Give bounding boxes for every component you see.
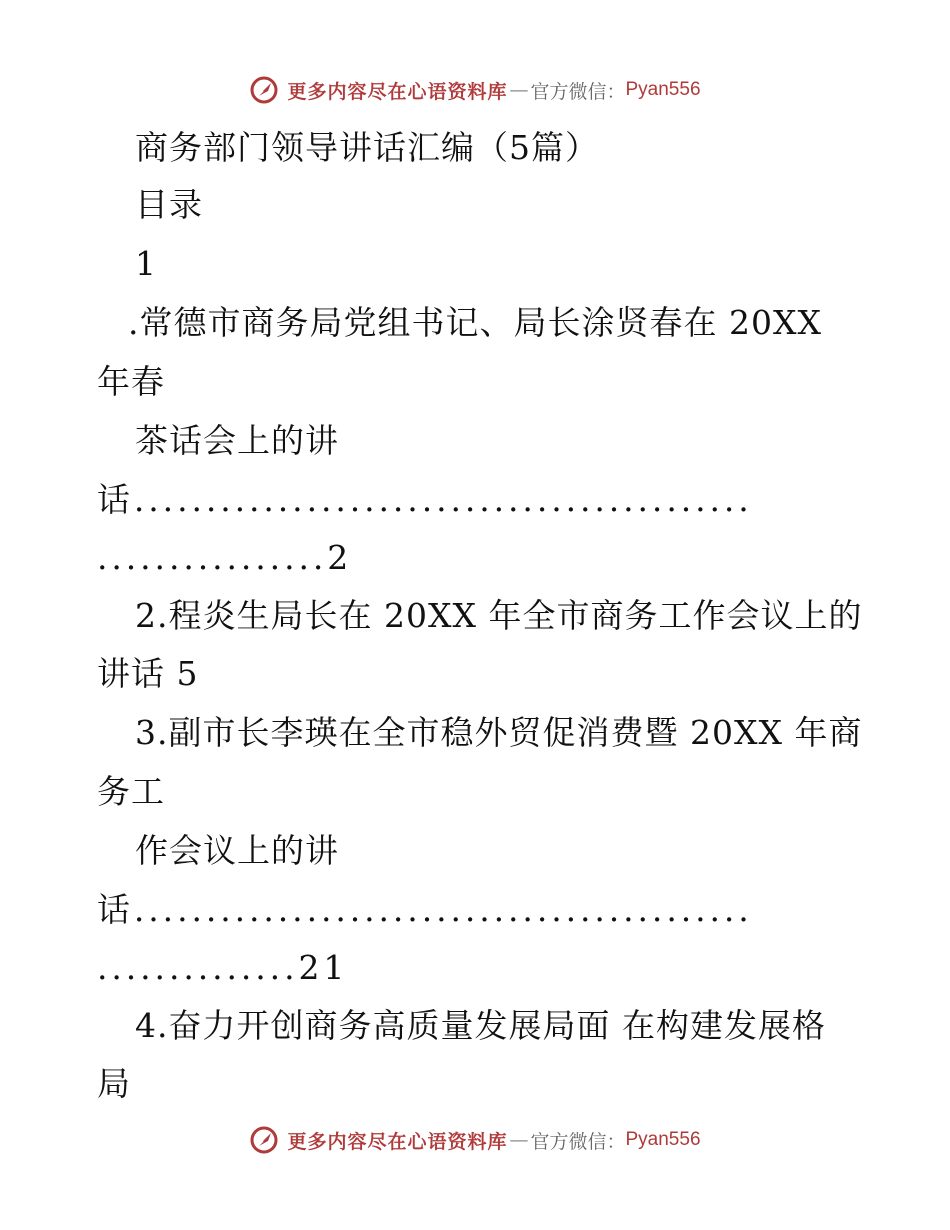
toc-line: 讲话 5 [97, 654, 199, 693]
banner-site-name: 更多内容尽在心语资料库 [287, 80, 508, 103]
banner-separator: — [509, 1129, 529, 1151]
quill-logo-icon [249, 1125, 279, 1155]
toc-line: .常德市商务局党组书记、局长涂贤春在 20XX [128, 303, 822, 342]
toc-line: ................2 [97, 538, 353, 577]
footer-watermark-banner [0, 1120, 950, 1160]
toc-line: 3.副市长李瑛在全市稳外贸促消费暨 20XX 年商 [135, 713, 863, 752]
toc-line: 话........................................... [97, 890, 753, 929]
toc-line: 年春 [97, 362, 165, 401]
banner-wechat-label: 官方微信： [530, 80, 626, 103]
banner-wechat-id: Pyan556 [625, 79, 701, 100]
toc-line: 2.程炎生局长在 20XX 年全市商务工作会议上的 [135, 596, 863, 635]
banner-site-name: 更多内容尽在心语资料库 [287, 1130, 508, 1153]
toc-line: 务工 [97, 772, 165, 811]
toc-heading: 目录 [135, 185, 203, 224]
quill-logo-icon [249, 75, 279, 105]
banner-wechat-id: Pyan556 [625, 1129, 701, 1150]
toc-line: ..............21 [97, 948, 349, 987]
toc-line: 4.奋力开创商务高质量发展局面 在构建发展格 [135, 1006, 826, 1045]
toc-line: 作会议上的讲 [135, 831, 339, 870]
document-title: 商务部门领导讲话汇编（5篇） [135, 128, 599, 167]
banner-wechat-label: 官方微信： [530, 1130, 626, 1153]
toc-line: 茶话会上的讲 [135, 421, 339, 460]
toc-line: 1 [135, 244, 157, 283]
toc-line: 话........................................... [97, 480, 753, 519]
toc-line: 局 [97, 1064, 131, 1103]
header-watermark-banner [0, 70, 950, 110]
banner-separator: — [509, 79, 529, 101]
